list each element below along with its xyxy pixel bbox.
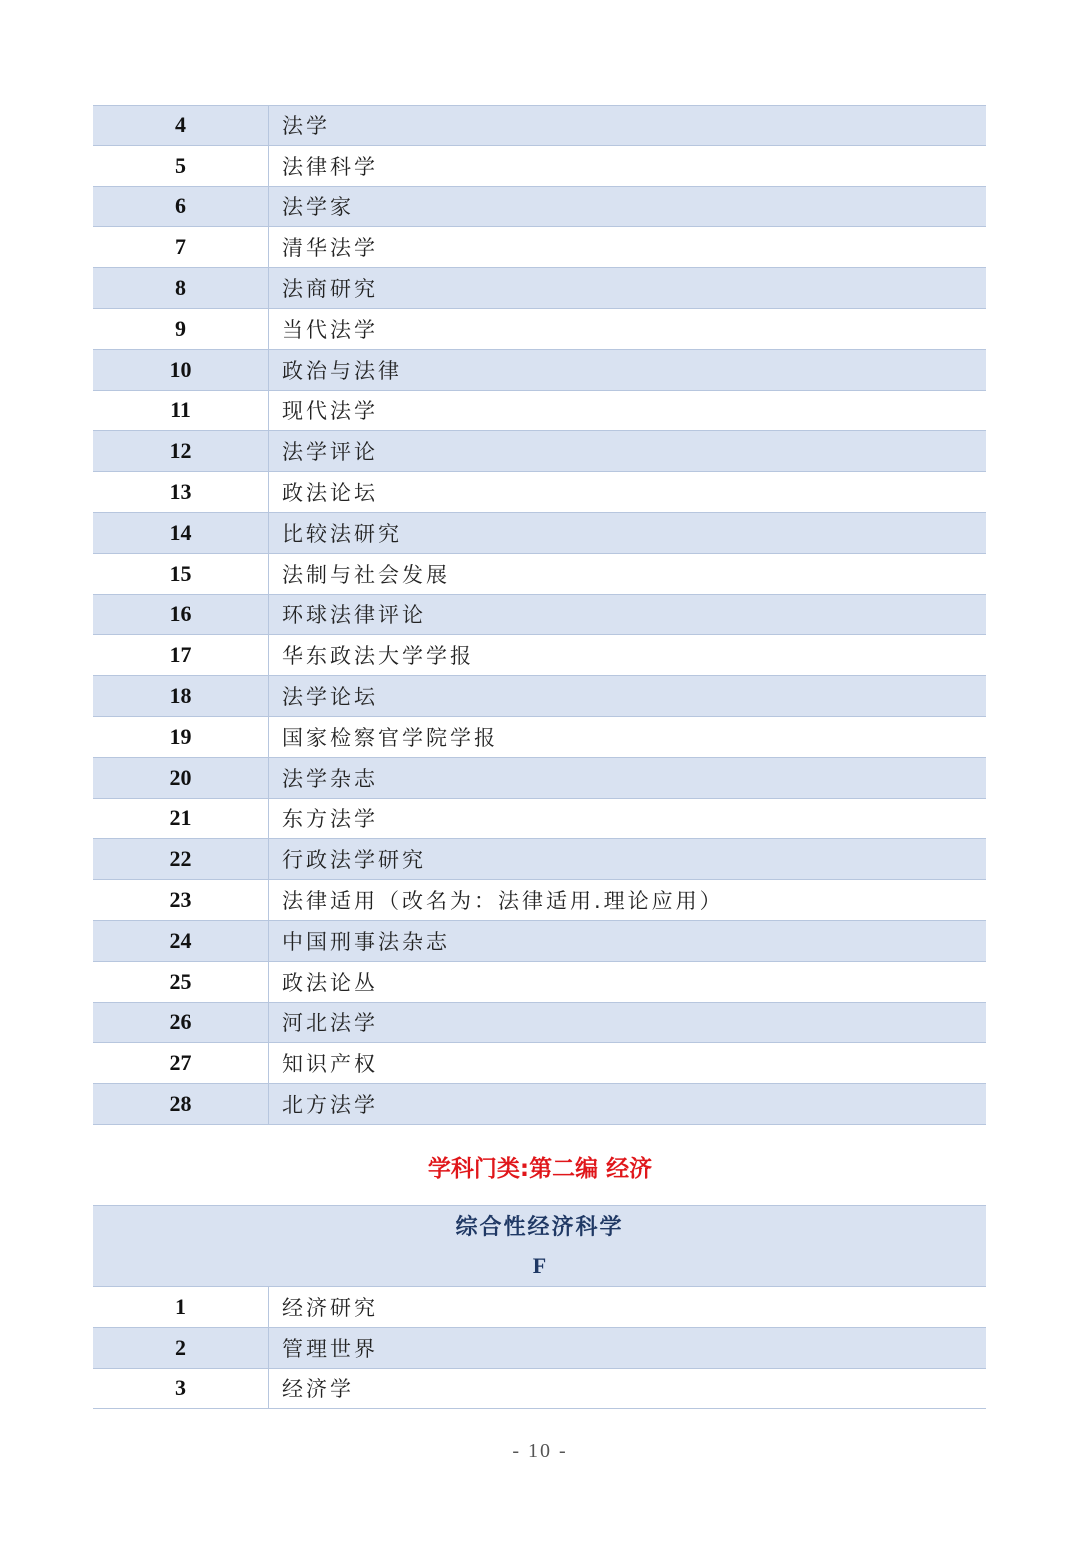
row-number: 25 <box>93 962 269 1002</box>
row-number: 2 <box>93 1328 269 1368</box>
row-number: 5 <box>93 146 269 186</box>
row-number: 10 <box>93 350 269 390</box>
row-number: 3 <box>93 1369 269 1409</box>
row-number: 27 <box>93 1043 269 1083</box>
table-row <box>93 146 986 187</box>
journal-name: 当代法学 <box>282 317 378 342</box>
journal-name: 经济学 <box>282 1377 354 1402</box>
economics-table-header <box>93 1205 986 1287</box>
journal-name: 华东政法大学学报 <box>282 644 474 669</box>
table-row <box>93 472 986 513</box>
journal-name: 政法论坛 <box>282 481 378 506</box>
row-number: 9 <box>93 309 269 349</box>
table-row <box>93 921 986 962</box>
row-number: 22 <box>93 839 269 879</box>
row-number: 26 <box>93 1003 269 1043</box>
journal-name: 法学 <box>282 114 330 139</box>
row-number: 28 <box>93 1084 269 1124</box>
table-row <box>93 799 986 840</box>
row-number: 19 <box>93 717 269 757</box>
journal-name: 经济研究 <box>282 1295 378 1320</box>
table-row <box>93 554 986 595</box>
journal-name: 河北法学 <box>282 1011 378 1036</box>
table-row <box>93 962 986 1003</box>
journal-name: 环球法律评论 <box>282 603 426 628</box>
economics-header-code: F <box>532 1253 547 1278</box>
table-row <box>93 758 986 799</box>
table-row <box>93 431 986 472</box>
table-row <box>93 1003 986 1044</box>
table-row <box>93 880 986 921</box>
table-row <box>93 309 986 350</box>
row-number: 18 <box>93 676 269 716</box>
journal-name: 法制与社会发展 <box>282 562 450 587</box>
journal-name: 比较法研究 <box>282 521 402 546</box>
row-number: 24 <box>93 921 269 961</box>
journal-name: 管理世界 <box>282 1336 378 1361</box>
table-row <box>93 1328 986 1369</box>
table-row <box>93 391 986 432</box>
row-number: 23 <box>93 880 269 920</box>
table-row <box>93 1369 986 1410</box>
journal-name: 国家检察官学院学报 <box>282 725 498 750</box>
row-number: 8 <box>93 268 269 308</box>
journal-name: 政法论丛 <box>282 970 378 995</box>
section-title: 学科门类:第二编 经济 <box>427 1156 653 1182</box>
table-row <box>93 676 986 717</box>
economics-header-title: 综合性经济科学 <box>455 1215 624 1240</box>
table-row <box>93 1043 986 1084</box>
table-row <box>93 839 986 880</box>
journal-name: 知识产权 <box>282 1052 378 1077</box>
journal-name: 法律适用（改名为：法律适用.理论应用） <box>282 889 724 914</box>
journal-name: 法学论坛 <box>282 685 378 710</box>
journal-name: 法商研究 <box>282 277 378 302</box>
journal-name: 法学杂志 <box>282 766 378 791</box>
journal-name: 法学家 <box>282 195 354 220</box>
journal-name: 法律科学 <box>282 154 378 179</box>
economics-journal-table <box>93 1205 986 1409</box>
journal-name: 北方法学 <box>282 1093 378 1118</box>
table-row <box>93 105 986 146</box>
row-number: 6 <box>93 187 269 227</box>
table-row <box>93 513 986 554</box>
row-number: 7 <box>93 227 269 267</box>
row-number: 13 <box>93 472 269 512</box>
table-row <box>93 187 986 228</box>
row-number: 17 <box>93 635 269 675</box>
row-number: 20 <box>93 758 269 798</box>
table-row <box>93 1084 986 1125</box>
journal-name: 清华法学 <box>282 236 378 261</box>
row-number: 14 <box>93 513 269 553</box>
row-number: 12 <box>93 431 269 471</box>
row-number: 1 <box>93 1287 269 1327</box>
row-number: 21 <box>93 799 269 839</box>
table-row <box>93 227 986 268</box>
table-row <box>93 350 986 391</box>
journal-name: 现代法学 <box>282 399 378 424</box>
journal-name: 政治与法律 <box>282 358 402 383</box>
journal-name: 行政法学研究 <box>282 848 426 873</box>
row-number: 4 <box>93 106 269 145</box>
page-number: - 10 - <box>512 1440 568 1462</box>
table-row <box>93 717 986 758</box>
table-row <box>93 268 986 309</box>
journal-name: 中国刑事法杂志 <box>282 929 450 954</box>
journal-name: 法学评论 <box>282 440 378 465</box>
table-row <box>93 1287 986 1328</box>
row-number: 15 <box>93 554 269 594</box>
row-number: 16 <box>93 595 269 635</box>
table-row <box>93 635 986 676</box>
table-row <box>93 595 986 636</box>
journal-name: 东方法学 <box>282 807 378 832</box>
law-journal-table <box>93 105 986 1125</box>
row-number: 11 <box>93 391 269 431</box>
